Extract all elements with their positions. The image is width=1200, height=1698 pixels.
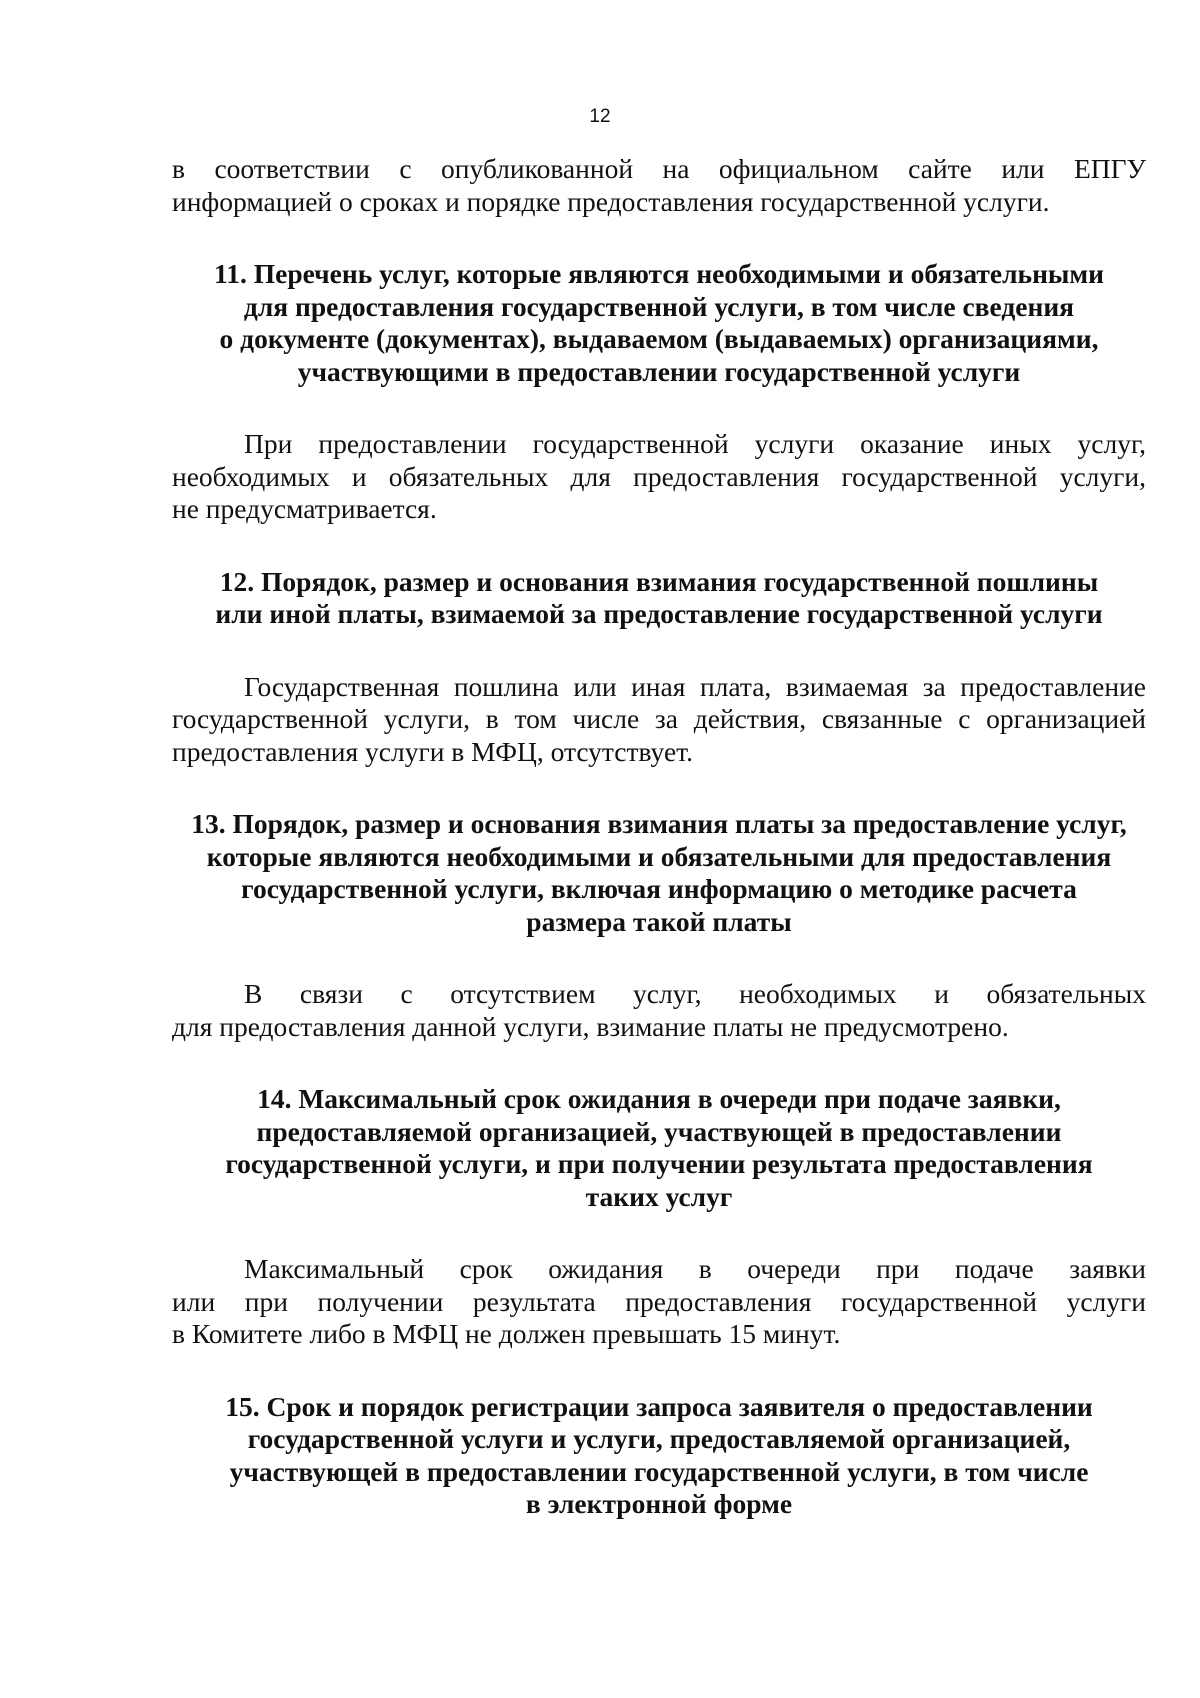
heading-line: или иной платы, взимаемой за предоставление государственной услуги (215, 598, 1103, 629)
body-line: или при получении результата предоставления государственной услуги (172, 1285, 1146, 1317)
section-12-body (172, 671, 1146, 769)
document-body (172, 153, 1146, 1521)
body-line: для предоставления данной услуги, взимание платы не предусмотрено. (172, 1010, 1009, 1042)
section-11-body (172, 428, 1146, 526)
section-13-body (172, 978, 1146, 1043)
heading-line: 15. Срок и порядок регистрации запроса заявителя о предоставлении (225, 1390, 1093, 1422)
body-line: государственной услуги, в том числе за действия, связанные с организацией (172, 703, 1146, 734)
intro-line: в соответствии с опубликованной на официальном сайте или ЕПГУ (172, 153, 1146, 184)
heading-line: участвующей в предоставлении государственной услуги, в том числе (229, 1455, 1089, 1487)
intro-paragraph (172, 153, 1146, 218)
heading-line: которые являются необходимыми и обязательными для предоставления (206, 840, 1112, 872)
heading-line: размера такой платы (526, 905, 792, 937)
page-number: 12 (589, 106, 611, 127)
heading-line: государственной услуги, и при получении результата предоставления (225, 1148, 1093, 1179)
section-14-body (172, 1253, 1146, 1351)
heading-line: государственной услуги, включая информацию о методике расчета (241, 873, 1077, 904)
heading-line: 11. Перечень услуг, которые являются необходимыми и обязательными (214, 258, 1104, 289)
body-line: необходимых и обязательных для предоставления государственной услуги, (172, 460, 1146, 492)
body-line: в Комитете либо в МФЦ не должен превышать 15 минут. (172, 1318, 841, 1349)
body-line: При предоставлении государственной услуги оказание иных услуг, (244, 428, 1146, 459)
heading-line: государственной услуги и услуги, предоставляемой организацией, (247, 1423, 1071, 1454)
heading-line: 13. Порядок, размер и основания взимания платы за предоставление услуг, (191, 808, 1127, 839)
heading-line: для предоставления государственной услуги, в том числе сведения (243, 290, 1075, 322)
section-12-heading (172, 566, 1146, 631)
body-line: Государственная пошлина или иная плата, взимаемая за предоставление (244, 670, 1146, 702)
intro-line: информацией о сроках и порядке предоставления государственной услуги. (172, 185, 1050, 217)
section-11-heading (172, 258, 1146, 388)
heading-line: 14. Максимальный срок ожидания в очереди при подаче заявки, (257, 1083, 1061, 1114)
heading-line: о документе (документах), выдаваемом (выдаваемых) организациями, (219, 323, 1099, 354)
heading-line: таких услуг (585, 1180, 733, 1212)
section-14-heading (172, 1083, 1146, 1213)
body-line: предоставления услуги в МФЦ, отсутствует. (172, 735, 693, 767)
heading-line: в электронной форме (525, 1488, 793, 1519)
heading-line: участвующими в предоставлении государственной услуги (297, 355, 1021, 387)
section-13-heading (172, 808, 1146, 938)
heading-line: 12. Порядок, размер и основания взимания государственной пошлины (219, 565, 1099, 597)
section-15-heading (172, 1391, 1146, 1521)
body-line: не предусматривается. (172, 493, 437, 524)
body-line: Максимальный срок ожидания в очереди при подаче заявки (244, 1253, 1146, 1284)
body-line: В связи с отсутствием услуг, необходимых и обязательных (244, 978, 1146, 1009)
heading-line: предоставляемой организацией, участвующей в предоставлении (256, 1115, 1062, 1147)
